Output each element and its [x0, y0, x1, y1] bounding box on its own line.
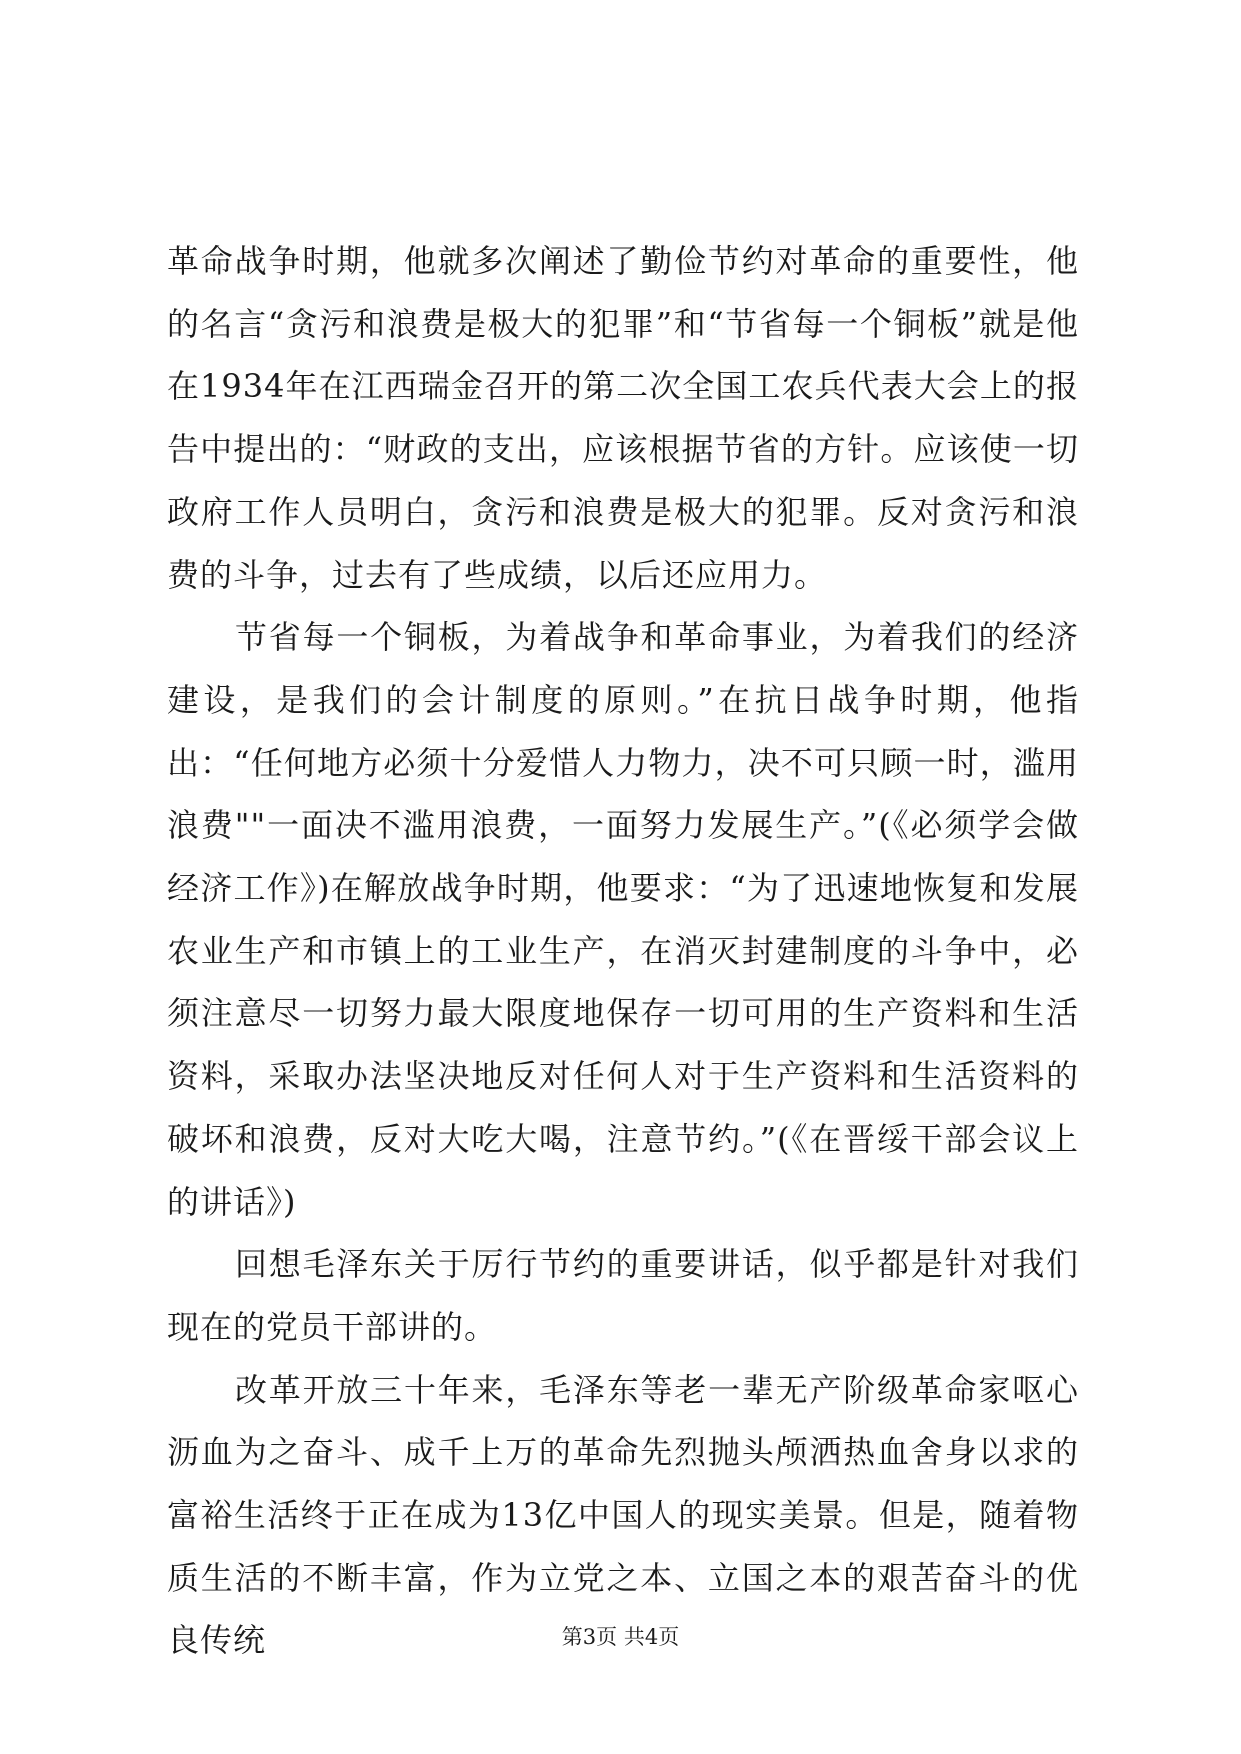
document-body: [167, 230, 1079, 1672]
paragraph-4: 改革开放三十年来，毛泽东等老一辈无产阶级革命家呕心沥血为之奋斗、成千上万的革命先烈抛头颅洒热血舍身以求的富裕生活终于正在成为13亿中国人的现实美景。但是，随着物质生活的不断丰富，作为立党之本、立国之本的艰苦奋斗的优良传统: [167, 1370, 1079, 1660]
paragraph-1: 革命战争时期，他就多次阐述了勤俭节约对革命的重要性，他的名言“贪污和浪费是极大的犯罪”和“节省每一个铜板”就是他在1934年在江西瑞金召开的第二次全国工农兵代表大会上的报告中提出的：“财政的支出，应该根据节省的方针。应该使一切政府工作人员明白，贪污和浪费是极大的犯罪。反对贪污和浪费的斗争，过去有了些成绩，以后还应用力。: [167, 242, 1079, 594]
page-number-footer: 第3页 共4页: [561, 1625, 680, 1649]
paragraph-3: 回想毛泽东关于厉行节约的重要讲话，似乎都是针对我们现在的党员干部讲的。: [167, 1245, 1079, 1346]
paragraph-2: 节省每一个铜板，为着战争和革命事业，为着我们的经济建设，是我们的会计制度的原则。”在抗日战争时期，他指出：“任何地方必须十分爱惜人力物力，决不可只顾一时，滥用浪费""一面决不滥用浪费，一面努力发展生产。”(《必须学会做经济工作》)在解放战争时期，他要求：“为了迅速地恢复和发展农业生产和市镇上的工业生产，在消灭封建制度的斗争中，必须注意尽一切努力最大限度地保存一切可用的生产资料和生活资料，采取办法坚决地反对任何人对于生产资料和生活资料的破坏和浪费，反对大吃大喝，注意节约。”(《在晋绥干部会议上的讲话》): [167, 618, 1079, 1221]
